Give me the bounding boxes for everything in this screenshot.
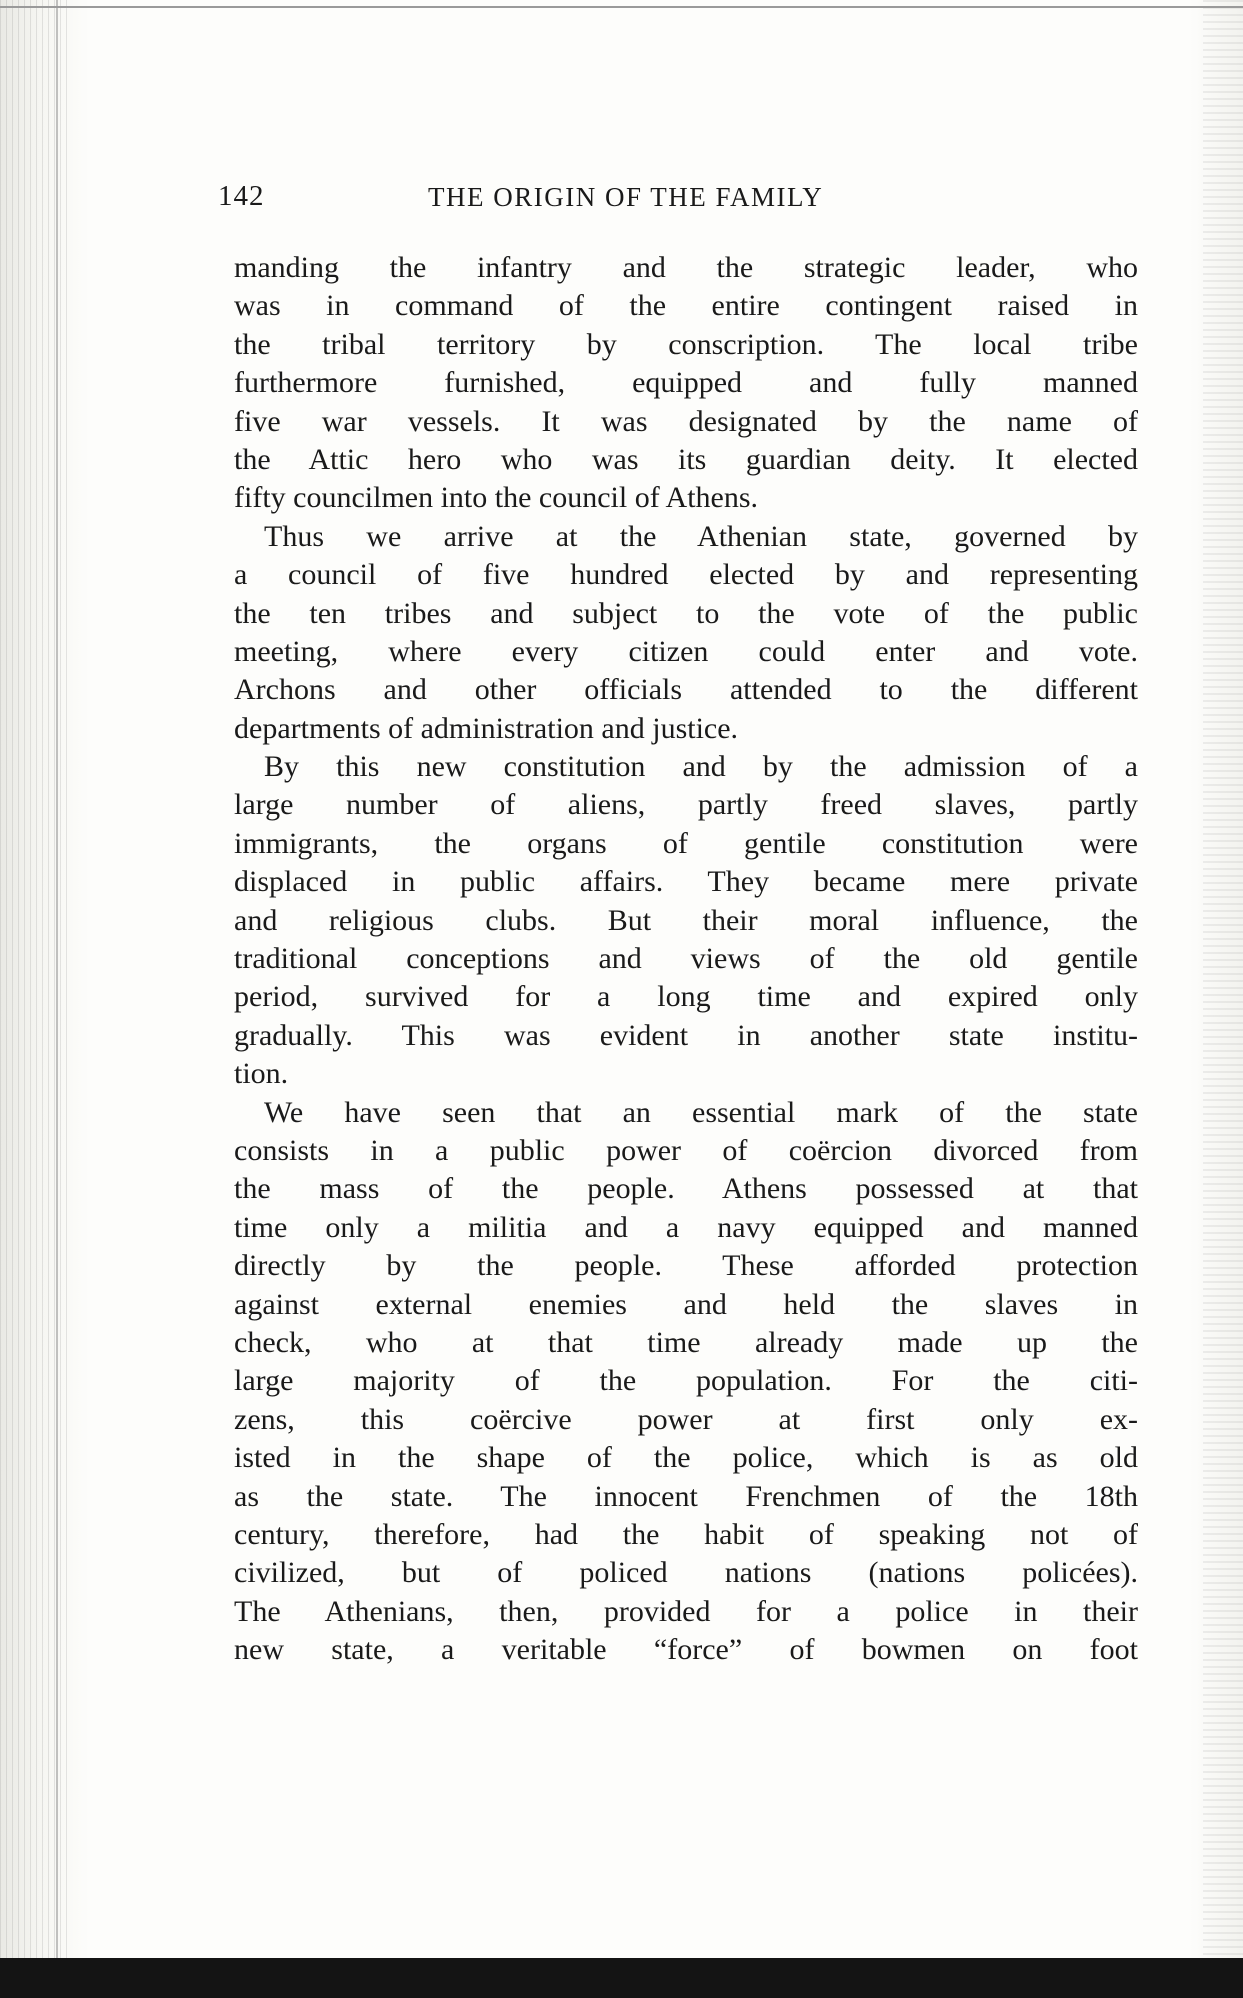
text-line: consists in a public power of coërcion divorced from — [234, 1133, 1138, 1167]
text-line: Archons and other officials attended to the different — [234, 673, 1138, 707]
text-line: meeting, where every citizen could enter and vote. — [234, 634, 1138, 668]
text-line: the tribal territory by conscription. The local tribe — [234, 327, 1138, 361]
text-line: We have seen that an essential mark of the state — [264, 1095, 1138, 1129]
text-line: immigrants, the organs of gentile constitution were — [234, 826, 1138, 860]
text-line: Thus we arrive at the Athenian state, governed by — [264, 519, 1138, 553]
text-line: civilized, but of policed nations (nations policées). — [234, 1556, 1138, 1590]
text-line: manding the infantry and the strategic leader, who — [234, 251, 1138, 284]
scan-bottom-edge — [0, 1958, 1243, 1998]
text-line: zens, this coërcive power at first only ex- — [234, 1402, 1138, 1436]
text-line: By this new constitution and by the admission of a — [264, 750, 1138, 784]
text-line: displaced in public affairs. They became mere private — [234, 865, 1138, 899]
text-line: departments of administration and justice. — [234, 711, 739, 745]
text-line: tion. — [234, 1057, 289, 1091]
body-text — [234, 249, 1138, 1669]
text-line: traditional conceptions and views of the old gentile — [234, 942, 1138, 976]
text-line: isted in the shape of the police, which is as old — [234, 1441, 1138, 1475]
text-line: check, who at that time already made up the — [234, 1325, 1138, 1359]
text-line: directly by the people. These afforded protection — [234, 1249, 1138, 1283]
page-header — [218, 180, 1143, 220]
text-line: period, survived for a long time and expired only — [234, 980, 1138, 1014]
text-line: five war vessels. It was designated by the name of — [234, 404, 1138, 438]
text-line: as the state. The innocent Frenchmen of the 18th — [234, 1479, 1138, 1513]
text-line: large number of aliens, partly freed slaves, partly — [234, 788, 1138, 822]
book-binding-gutter — [0, 0, 72, 1998]
top-edge-rule — [0, 6, 1243, 8]
text-line: time only a militia and a navy equipped and manned — [234, 1210, 1138, 1244]
text-line: the Attic hero who was its guardian deity. It elected — [234, 442, 1138, 476]
text-line: large majority of the population. For the citi- — [234, 1364, 1138, 1398]
text-line: furthermore furnished, equipped and fully manned — [234, 366, 1138, 400]
text-line: new state, a veritable “force” of bowmen on foot — [234, 1633, 1138, 1667]
binding-fold-line — [56, 0, 58, 1998]
text-line: century, therefore, had the habit of speaking not of — [234, 1517, 1138, 1551]
text-line: the ten tribes and subject to the vote of the public — [234, 596, 1138, 630]
text-line: gradually. This was evident in another state institu- — [234, 1018, 1138, 1052]
text-line: was in command of the entire contingent raised in — [234, 289, 1138, 323]
text-line: and religious clubs. But their moral influence, the — [234, 903, 1138, 937]
running-head: THE ORIGIN OF THE FAMILY — [428, 182, 824, 212]
text-line: a council of five hundred elected by and representing — [234, 558, 1138, 592]
page-right-edge — [1203, 0, 1243, 1998]
text-line: against external enemies and held the slaves in — [234, 1287, 1138, 1321]
page-number: 142 — [218, 180, 265, 212]
text-line: fifty councilmen into the council of Athens. — [234, 481, 759, 515]
text-line: the mass of the people. Athens possessed at that — [234, 1172, 1138, 1206]
text-line: The Athenians, then, provided for a police in their — [234, 1594, 1138, 1628]
